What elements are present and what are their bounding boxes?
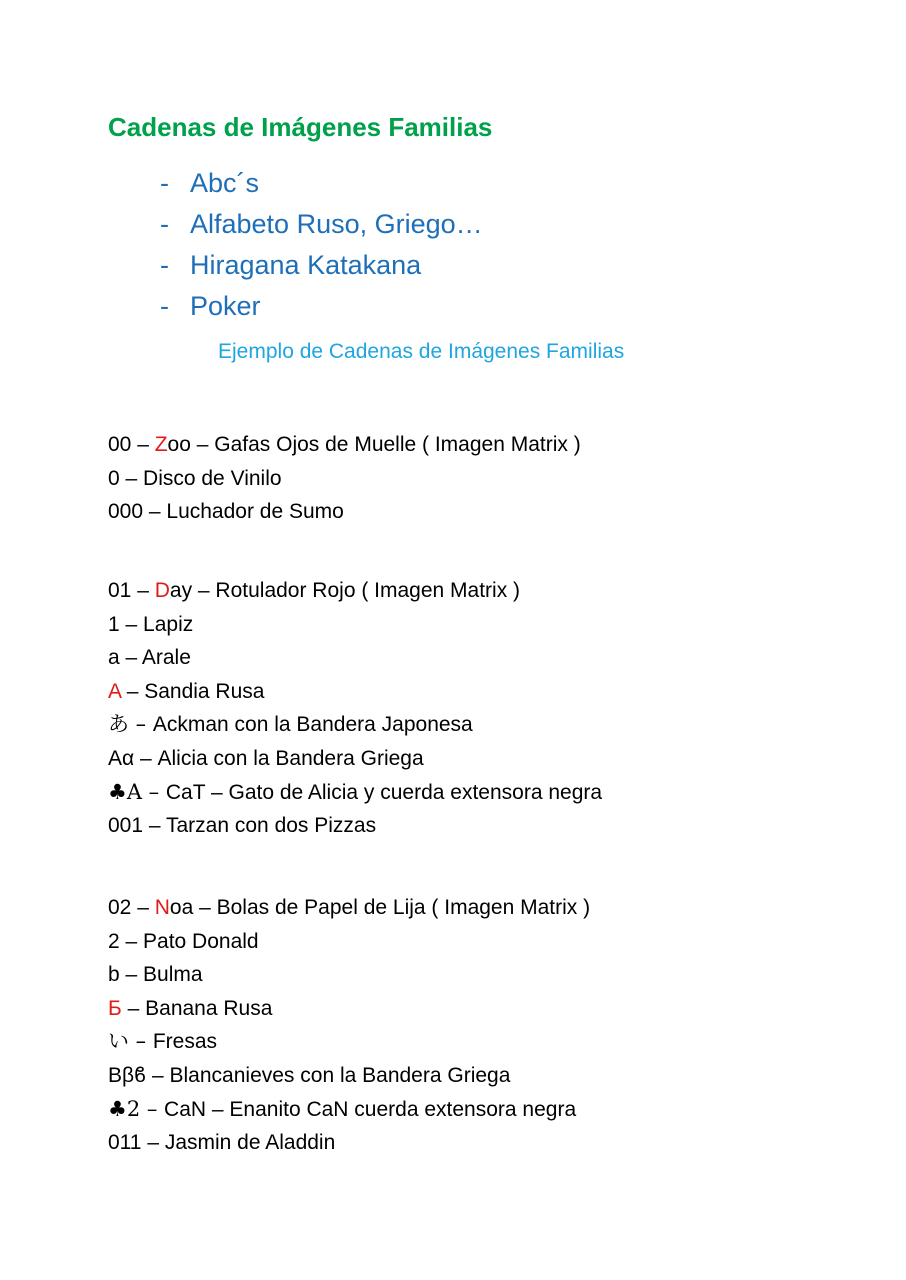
entry-prefix: 0 – Disco de Vinilo	[108, 466, 282, 490]
entry-prefix: 000 – Luchador de Sumo	[108, 500, 344, 524]
family-list-label: Poker	[190, 291, 261, 321]
entry-highlight: A	[108, 679, 121, 703]
family-list-label: Hiragana Katakana	[190, 250, 422, 280]
family-list-label: Abc´s	[190, 168, 260, 198]
entry-prefix: Bβϐ – Blancanieves con la Bandera Griega	[108, 1063, 511, 1087]
document-title: Cadenas de Imágenes Familias	[108, 112, 493, 142]
entry-prefix: b – Bulma	[108, 963, 203, 987]
list-dash: -	[160, 209, 169, 239]
entry-highlight: Б	[108, 996, 122, 1020]
entry-line	[108, 675, 602, 709]
family-list-item	[160, 205, 483, 246]
entry-rest: ay – Rotulador Rojo ( Imagen Matrix )	[169, 579, 521, 602]
entry-line	[108, 428, 581, 462]
entry-line	[108, 608, 602, 642]
entry-highlight: Z	[154, 433, 168, 456]
family-list-item	[160, 164, 483, 205]
entry-prefix: あ –	[108, 712, 153, 737]
entry-prefix: 01 –	[108, 579, 155, 602]
entry-line	[108, 1093, 590, 1127]
entry-prefix: い –	[108, 1029, 153, 1054]
entry-line	[108, 1059, 590, 1093]
entry-line	[108, 958, 590, 992]
entry-rest: oa – Bolas de Papel de Lija ( Imagen Matrix )	[169, 896, 591, 919]
entry-rest: oo – Gafas Ojos de Muelle ( Imagen Matrix )	[167, 433, 581, 456]
entry-line	[108, 641, 602, 675]
entry-rest: CaN – Enanito CaN cuerda extensora negra	[164, 1097, 577, 1121]
entry-prefix: Αα – Alicia con la Bandera Griega	[108, 746, 424, 770]
entry-prefix: a – Arale	[108, 646, 191, 670]
entry-line	[108, 462, 581, 496]
entry-line	[108, 1126, 590, 1160]
entry-group-02	[108, 891, 590, 1160]
entry-line	[108, 809, 602, 843]
family-list-item	[160, 287, 483, 328]
entry-rest: Ackman con la Bandera Japonesa	[152, 713, 473, 737]
entry-line	[108, 708, 602, 742]
entry-prefix: 2 – Pato Donald	[108, 929, 259, 953]
entry-prefix: 02 –	[108, 896, 155, 919]
list-dash: -	[160, 250, 169, 280]
example-subtitle: Ejemplo de Cadenas de Imágenes Familias	[218, 340, 625, 363]
entry-prefix: ♣2 –	[108, 1096, 165, 1121]
entry-group-01	[108, 574, 602, 843]
family-list-item	[160, 246, 483, 287]
entry-prefix: ♣A –	[108, 779, 166, 804]
entry-highlight: D	[154, 579, 170, 602]
entry-rest: – Sandia Rusa	[120, 679, 265, 703]
entry-line	[108, 1025, 590, 1059]
list-dash: -	[160, 168, 169, 198]
entry-line	[108, 776, 602, 810]
entry-line	[108, 992, 590, 1026]
list-dash: -	[160, 291, 169, 321]
entry-rest: Fresas	[152, 1030, 218, 1054]
entry-prefix: 011 – Jasmin de Aladdin	[108, 1131, 336, 1155]
entry-highlight: N	[154, 896, 170, 919]
entry-group-00	[108, 428, 581, 529]
entry-line	[108, 495, 581, 529]
entry-line	[108, 891, 590, 925]
family-list-label: Alfabeto Ruso, Griego…	[190, 209, 483, 239]
entry-prefix: 001 – Tarzan con dos Pizzas	[108, 814, 377, 838]
entry-line	[108, 574, 602, 608]
entry-prefix: 1 – Lapiz	[108, 612, 194, 636]
entry-line	[108, 742, 602, 776]
entry-prefix: 00 –	[108, 433, 155, 456]
entry-rest: – Banana Rusa	[121, 996, 273, 1020]
family-list	[160, 164, 483, 328]
entry-rest: CaT – Gato de Alicia y cuerda extensora negra	[165, 780, 603, 804]
entry-line	[108, 925, 590, 959]
